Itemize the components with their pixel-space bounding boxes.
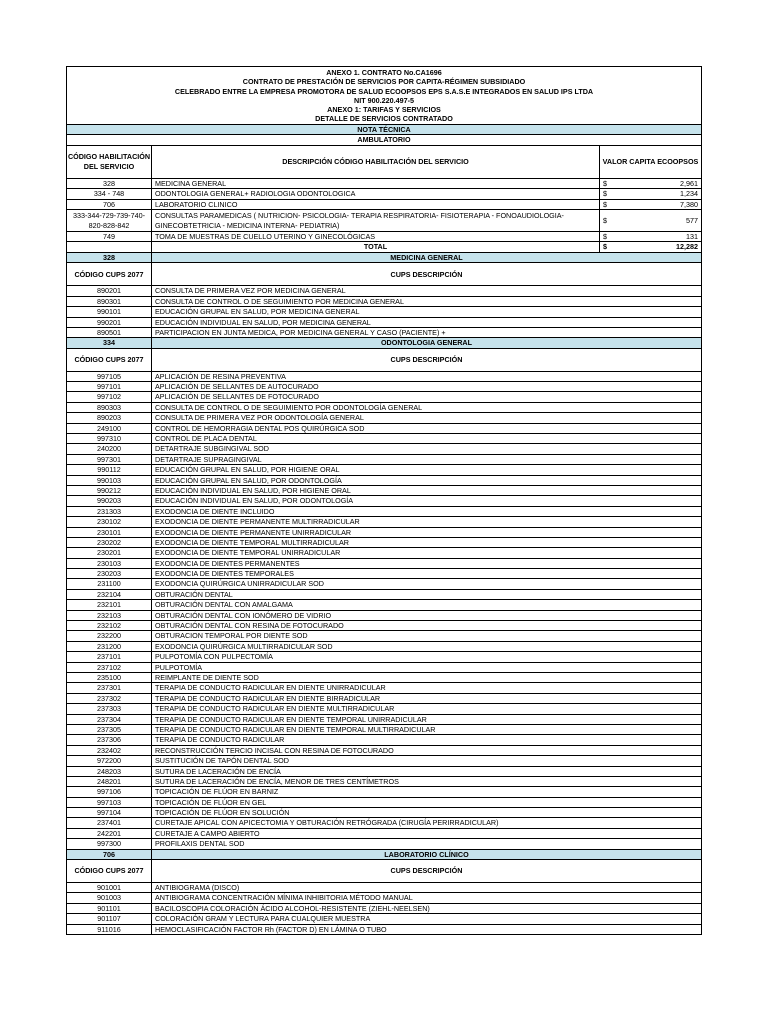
header-line: CONTRATO DE PRESTACIÓN DE SERVICIOS POR CAPITA-RÉGIMEN SUBSIDIADO xyxy=(242,77,526,87)
cups-description: CONTROL DE PLACA DENTAL xyxy=(155,434,257,444)
tarifa-descripcion: MEDICINA GENERAL xyxy=(152,179,600,189)
cups-header-row xyxy=(67,348,701,371)
tarifa-codigo: 706 xyxy=(67,200,152,210)
cups-row xyxy=(67,672,701,682)
cups-row xyxy=(67,516,701,526)
cups-row xyxy=(67,464,701,474)
cups-row xyxy=(67,838,701,848)
cups-row xyxy=(67,547,701,557)
cups-description: TERAPIA DE CONDUCTO RADICULAR xyxy=(155,735,285,745)
header-line: NIT 900.220.497-5 xyxy=(354,95,414,105)
cups-description: EXODONCIA DE DIENTES TEMPORALES xyxy=(155,569,294,579)
cups-row xyxy=(67,620,701,630)
cups-description: TOPICACIÓN DE FLÚOR EN GEL xyxy=(155,797,267,807)
cups-description: CONSULTA DE CONTROL O DE SEGUIMIENTO POR MEDICINA GENERAL xyxy=(155,296,404,306)
tarifas-table-body xyxy=(67,178,701,242)
section-code: 334 xyxy=(67,338,152,347)
cups-description: TERAPIA DE CONDUCTO RADICULAR EN DIENTE TEMPORAL UNIRRADICULAR xyxy=(155,714,427,724)
cups-description: DETARTRAJE SUBGINGIVAL SOD xyxy=(155,444,269,454)
cups-code: 242201 xyxy=(67,829,152,838)
cups-row xyxy=(67,734,701,744)
cups-row xyxy=(67,568,701,578)
cups-code: 237401 xyxy=(67,818,152,827)
cups-code: 230101 xyxy=(67,528,152,537)
cups-description: TERAPIA DE CONDUCTO RADICULAR EN DIENTE TEMPORAL MULTIRRADICULAR xyxy=(155,724,436,734)
section-code: 706 xyxy=(67,850,152,859)
section-title: LABORATORIO CLÍNICO xyxy=(384,849,469,859)
col-descripcion-habilitacion: DESCRIPCIÓN CÓDIGO HABILITACIÓN DEL SERVICIO xyxy=(152,146,600,178)
tarifa-descripcion: LABORATORIO CLINICO xyxy=(152,200,600,210)
cups-code: 237305 xyxy=(67,725,152,734)
cups-description: COLORACIÓN GRAM Y LECTURA PARA CUALQUIER MUESTRA xyxy=(155,914,371,924)
cups-code: 890201 xyxy=(67,286,152,295)
cups-code: 237101 xyxy=(67,652,152,661)
cups-row xyxy=(67,703,701,713)
cups-description: PULPOTOMÍA CON PULPECTOMÍA xyxy=(155,652,273,662)
cups-description: CURETAJE APICAL CON APICECTOMIA Y OBTURACIÓN RETRÓGRADA (CIRUGÍA PERIRRADICULAR) xyxy=(155,818,499,828)
cups-row xyxy=(67,714,701,724)
currency-symbol: $ xyxy=(603,215,607,225)
cups-description: TOPICACIÓN DE FLÚOR EN BARNIZ xyxy=(155,787,279,797)
cups-code: 997300 xyxy=(67,839,152,848)
cups-row xyxy=(67,485,701,495)
col-cups-descripcion: CUPS DESCRIPCIÓN xyxy=(390,354,463,364)
cups-row xyxy=(67,828,701,838)
cups-code: 230201 xyxy=(67,548,152,557)
cups-code: 972200 xyxy=(67,756,152,765)
cups-description: TERAPIA DE CONDUCTO RADICULAR EN DIENTE BIRRADICULAR xyxy=(155,693,381,703)
cups-code: 997103 xyxy=(67,798,152,807)
col-cups-descripcion: CUPS DESCRIPCIÓN xyxy=(390,269,463,279)
cups-description: EDUCACIÓN GRUPAL EN SALUD, POR ODONTOLOGÍA xyxy=(155,475,342,485)
cups-description: TERAPIA DE CONDUCTO RADICULAR EN DIENTE MULTIRRADICULAR xyxy=(155,704,395,714)
cups-code: 890501 xyxy=(67,328,152,337)
tarifa-codigo: 333-344-729-739-740-820-828-842 xyxy=(67,210,152,230)
cups-row xyxy=(67,317,701,327)
cups-code: 231100 xyxy=(67,579,152,588)
cups-description: RECONSTRUCCIÓN TERCIO INCISAL CON RESINA DE FOTOCURADO xyxy=(155,745,394,755)
cups-description: EDUCACIÓN GRUPAL EN SALUD, POR HIGIENE ORAL xyxy=(155,465,340,475)
cups-code: 997101 xyxy=(67,382,152,391)
cups-row xyxy=(67,391,701,401)
tarifa-descripcion: TOMA DE MUESTRAS DE CUELLO UTERINO Y GINECOLÓGICAS xyxy=(152,232,600,242)
tarifa-codigo: 328 xyxy=(67,179,152,189)
tarifa-valor: 577 xyxy=(686,215,698,225)
tarifa-row xyxy=(67,209,701,230)
cups-description: APLICACIÓN DE SELLANTES DE AUTOCURADO xyxy=(155,382,319,392)
cups-row xyxy=(67,755,701,765)
section-title: MEDICINA GENERAL xyxy=(390,252,463,262)
col-codigo-habilitacion: CÓDIGO HABILITACIÓN DEL SERVICIO xyxy=(67,146,152,178)
nota-tecnica-bar: NOTA TÉCNICA xyxy=(67,124,701,134)
tarifa-valor-cell xyxy=(600,179,701,189)
cups-row xyxy=(67,285,701,295)
cups-row xyxy=(67,475,701,485)
col-cups-descripcion: CUPS DESCRIPCIÓN xyxy=(390,866,463,876)
cups-description: EDUCACIÓN INDIVIDUAL EN SALUD, POR HIGIENE ORAL xyxy=(155,485,351,495)
cups-code: 997105 xyxy=(67,372,152,381)
cups-code: 248201 xyxy=(67,777,152,786)
section-bar xyxy=(67,337,701,347)
cups-row xyxy=(67,402,701,412)
cups-description: OBTURACIÓN DENTAL CON RESINA DE FOTOCURADO xyxy=(155,621,344,631)
currency-symbol: $ xyxy=(603,189,607,199)
cups-code: 230202 xyxy=(67,538,152,547)
cups-code: 997106 xyxy=(67,787,152,796)
cups-description: EDUCACIÓN INDIVIDUAL EN SALUD, POR ODONTOLOGÍA xyxy=(155,496,354,506)
cups-code: 990201 xyxy=(67,318,152,327)
cups-description: PARTICIPACION EN JUNTA MEDICA, POR MEDICINA GENERAL Y CASO (PACIENTE) + xyxy=(155,327,446,337)
header-line: ANEXO 1. CONTRATO No.CA1696 xyxy=(326,68,442,77)
cups-code: 231303 xyxy=(67,507,152,516)
cups-description: CONTROL DE HEMORRAGIA DENTAL POS QUIRÚRGICA SOD xyxy=(155,423,365,433)
cups-description: OBTURACIÓN DENTAL CON IONÓMERO DE VIDRIO xyxy=(155,610,332,620)
cups-row xyxy=(67,786,701,796)
cups-description: SUTURA DE LACERACIÓN DE ENCÍA, MENOR DE TRES CENTÍMETROS xyxy=(155,776,399,786)
tarifa-valor-cell xyxy=(600,200,701,210)
cups-code: 890301 xyxy=(67,297,152,306)
cups-row xyxy=(67,381,701,391)
cups-code: 997310 xyxy=(67,434,152,443)
cups-row xyxy=(67,306,701,316)
cups-description: OBTURACION TEMPORAL POR DIENTE SOD xyxy=(155,631,308,641)
cups-description: ANTIBIOGRAMA (DISCO) xyxy=(155,883,240,893)
cups-description: OBTURACIÓN DENTAL CON AMALGAMA xyxy=(155,600,293,610)
cups-code: 890303 xyxy=(67,403,152,412)
cups-description: OBTURACIÓN DENTAL xyxy=(155,589,233,599)
header-line: DETALLE DE SERVICIOS CONTRATADO xyxy=(315,114,453,124)
cups-row xyxy=(67,599,701,609)
cups-code: 237306 xyxy=(67,735,152,744)
cups-description: EXODONCIA DE DIENTE PERMANENTE UNIRRADICULAR xyxy=(155,527,352,537)
cups-code: 237301 xyxy=(67,683,152,692)
tarifa-row xyxy=(67,188,701,199)
cups-row xyxy=(67,693,701,703)
cups-row xyxy=(67,630,701,640)
cups-row xyxy=(67,527,701,537)
cups-code: 248203 xyxy=(67,767,152,776)
tarifa-valor-cell xyxy=(600,232,701,242)
cups-description: EXODONCIA QUIRÚRGICA UNIRRADICULAR SOD xyxy=(155,579,324,589)
ambulatorio-bar: AMBULATORIO xyxy=(67,134,701,144)
cups-description: TOPICACIÓN DE FLÚOR EN SOLUCIÓN xyxy=(155,808,290,818)
tarifa-row xyxy=(67,178,701,189)
total-value-cell xyxy=(600,242,701,252)
cups-code: 997104 xyxy=(67,808,152,817)
tarifa-valor: 1,234 xyxy=(680,189,698,199)
cups-description: APLICACIÓN DE SELLANTES DE FOTOCURADO xyxy=(155,392,320,402)
cups-code: 990203 xyxy=(67,496,152,505)
cups-row xyxy=(67,433,701,443)
header-line: CELEBRADO ENTRE LA EMPRESA PROMOTORA DE SALUD ECOOPSOS EPS S.A.S.E INTEGRADOS EN SALUD IPS LTDA xyxy=(174,86,594,96)
tarifa-row xyxy=(67,199,701,210)
cups-row xyxy=(67,892,701,902)
total-empty-cell xyxy=(67,242,152,252)
cups-row xyxy=(67,327,701,337)
cups-code: 901001 xyxy=(67,883,152,892)
document-header xyxy=(67,67,701,124)
cups-code: 237102 xyxy=(67,663,152,672)
cups-code: 231200 xyxy=(67,642,152,651)
contract-annex-table xyxy=(66,66,702,935)
cups-row xyxy=(67,443,701,453)
cups-code: 249100 xyxy=(67,424,152,433)
tarifa-codigo: 334 - 748 xyxy=(67,189,152,199)
cups-code: 240200 xyxy=(67,444,152,453)
cups-row xyxy=(67,807,701,817)
cups-code: 230203 xyxy=(67,569,152,578)
section-title: ODONTOLOGIA GENERAL xyxy=(380,338,473,348)
cups-description: CONSULTA DE PRIMERA VEZ POR ODONTOLOGÍA GENERAL xyxy=(155,413,364,423)
tarifa-codigo: 749 xyxy=(67,232,152,242)
cups-description: PULPOTOMÍA xyxy=(155,662,202,672)
tarifa-valor: 131 xyxy=(686,231,698,241)
col-codigo-cups: CÓDIGO CUPS 2077 xyxy=(67,263,152,285)
cups-description: REIMPLANTE DE DIENTE SOD xyxy=(155,673,259,682)
cups-row xyxy=(67,903,701,913)
cups-row xyxy=(67,662,701,672)
cups-code: 901101 xyxy=(67,904,152,913)
cups-header-row xyxy=(67,859,701,882)
currency-symbol: $ xyxy=(603,178,607,188)
cups-row xyxy=(67,776,701,786)
header-line: ANEXO 1: TARIFAS Y SERVICIOS xyxy=(327,105,441,115)
section-bar xyxy=(67,849,701,859)
cups-description: CURETAJE A CAMPO ABIERTO xyxy=(155,828,260,838)
cups-row xyxy=(67,371,701,381)
tarifa-valor-cell xyxy=(600,210,701,230)
section-bar xyxy=(67,252,701,262)
col-valor-capita: VALOR CAPITA ECOOPSOS xyxy=(602,156,699,166)
cups-row xyxy=(67,817,701,827)
cups-row xyxy=(67,682,701,692)
cups-row xyxy=(67,296,701,306)
total-label: TOTAL xyxy=(152,242,600,252)
cups-row xyxy=(67,882,701,892)
tarifa-valor-cell xyxy=(600,189,701,199)
cups-row xyxy=(67,924,701,934)
cups-row xyxy=(67,423,701,433)
cups-code: 901003 xyxy=(67,893,152,902)
cups-description: CONSULTA DE PRIMERA VEZ POR MEDICINA GENERAL xyxy=(155,286,346,296)
cups-code: 232402 xyxy=(67,746,152,755)
cups-description: HEMOCLASIFICACIÓN FACTOR Rh (FACTOR D) EN LÁMINA O TUBO xyxy=(155,924,387,934)
cups-description: BACILOSCOPIA COLORACIÓN ÁCIDO ALCOHOL-RESISTENTE (ZIEHL-NEELSEN) xyxy=(155,903,430,913)
cups-code: 890203 xyxy=(67,413,152,422)
cups-description: EXODONCIA DE DIENTE TEMPORAL UNIRRADICULAR xyxy=(155,548,341,558)
cups-header-row xyxy=(67,262,701,285)
tarifas-total-row xyxy=(67,241,701,252)
cups-description: SUSTITUCIÓN DE TAPÓN DENTAL SOD xyxy=(155,756,289,766)
currency-symbol: $ xyxy=(603,242,607,252)
cups-code: 232101 xyxy=(67,600,152,609)
cups-row xyxy=(67,610,701,620)
cups-row xyxy=(67,797,701,807)
tarifa-valor: 2,961 xyxy=(680,178,698,188)
cups-row xyxy=(67,412,701,422)
cups-row xyxy=(67,641,701,651)
cups-description: EDUCACIÓN INDIVIDUAL EN SALUD, POR MEDICINA GENERAL xyxy=(155,317,371,327)
cups-code: 990101 xyxy=(67,307,152,316)
cups-row xyxy=(67,651,701,661)
cups-description: DETARTRAJE SUPRAGINGIVAL xyxy=(155,454,262,464)
cups-row xyxy=(67,558,701,568)
cups-code: 997301 xyxy=(67,455,152,464)
cups-row xyxy=(67,589,701,599)
cups-description: EXODONCIA DE DIENTE INCLUIDO xyxy=(155,506,275,516)
cups-row xyxy=(67,495,701,505)
cups-description: EXODONCIA DE DIENTE PERMANENTE MULTIRRADICULAR xyxy=(155,517,360,527)
currency-symbol: $ xyxy=(603,231,607,241)
cups-row xyxy=(67,724,701,734)
cups-code: 990212 xyxy=(67,486,152,495)
cups-code: 232102 xyxy=(67,621,152,630)
cups-sections xyxy=(67,252,701,934)
cups-code: 230103 xyxy=(67,559,152,568)
tarifa-row xyxy=(67,231,701,242)
cups-row xyxy=(67,506,701,516)
cups-description: EXODONCIA DE DIENTES PERMANENTES xyxy=(155,558,300,568)
cups-description: ANTIBIOGRAMA CONCENTRACIÓN MÍNIMA INHIBITORIA MÉTODO MANUAL xyxy=(155,893,413,903)
tarifa-valor: 7,380 xyxy=(680,199,698,209)
cups-code: 232200 xyxy=(67,631,152,640)
cups-description: TERAPIA DE CONDUCTO RADICULAR EN DIENTE UNIRRADICULAR xyxy=(155,683,386,693)
cups-code: 990103 xyxy=(67,476,152,485)
cups-code: 237303 xyxy=(67,704,152,713)
cups-code: 237302 xyxy=(67,694,152,703)
cups-description: CONSULTA DE CONTROL O DE SEGUIMIENTO POR ODONTOLOGÍA GENERAL xyxy=(155,402,423,412)
cups-row xyxy=(67,766,701,776)
tarifa-descripcion: ODONTOLOGIA GENERAL+ RADIOLOGIA ODONTOLOGICA xyxy=(152,189,600,199)
section-code: 328 xyxy=(67,253,152,262)
cups-code: 990112 xyxy=(67,465,152,474)
col-codigo-cups: CÓDIGO CUPS 2077 xyxy=(67,860,152,882)
cups-code: 901107 xyxy=(67,914,152,923)
currency-symbol: $ xyxy=(603,199,607,209)
cups-description: APLICACIÓN DE RESINA PREVENTIVA xyxy=(155,371,286,381)
cups-code: 911016 xyxy=(67,925,152,934)
cups-code: 237304 xyxy=(67,715,152,724)
cups-description: EXODONCIA QUIRÚRGICA MULTIRRADICULAR SOD xyxy=(155,641,333,651)
tarifas-header-row xyxy=(67,145,701,178)
cups-code: 997102 xyxy=(67,392,152,401)
cups-description: EXODONCIA DE DIENTE TEMPORAL MULTIRRADICULAR xyxy=(155,537,349,547)
cups-code: 230102 xyxy=(67,517,152,526)
cups-code: 232104 xyxy=(67,590,152,599)
cups-row xyxy=(67,537,701,547)
cups-description: EDUCACIÓN GRUPAL EN SALUD, POR MEDICINA GENERAL xyxy=(155,307,360,317)
cups-row xyxy=(67,578,701,588)
cups-row xyxy=(67,913,701,923)
cups-code: 235100 xyxy=(67,673,152,682)
cups-row xyxy=(67,454,701,464)
cups-description: PROFILAXIS DENTAL SOD xyxy=(155,839,245,849)
cups-description: SUTURA DE LACERACIÓN DE ENCÍA xyxy=(155,766,281,776)
cups-code: 232103 xyxy=(67,611,152,620)
total-value: 12,282 xyxy=(676,242,698,252)
col-codigo-cups: CÓDIGO CUPS 2077 xyxy=(67,349,152,371)
cups-row xyxy=(67,745,701,755)
tarifa-descripcion: CONSULTAS PARAMEDICAS ( NUTRICION- PSICOLOGIA- TERAPIA RESPIRATORIA- FISIOTERAPIA - FONOAUDIOLOGIA- GINECOBTETRICIA - MEDICINA INTERNA- PEDIATRIA) xyxy=(152,210,600,230)
